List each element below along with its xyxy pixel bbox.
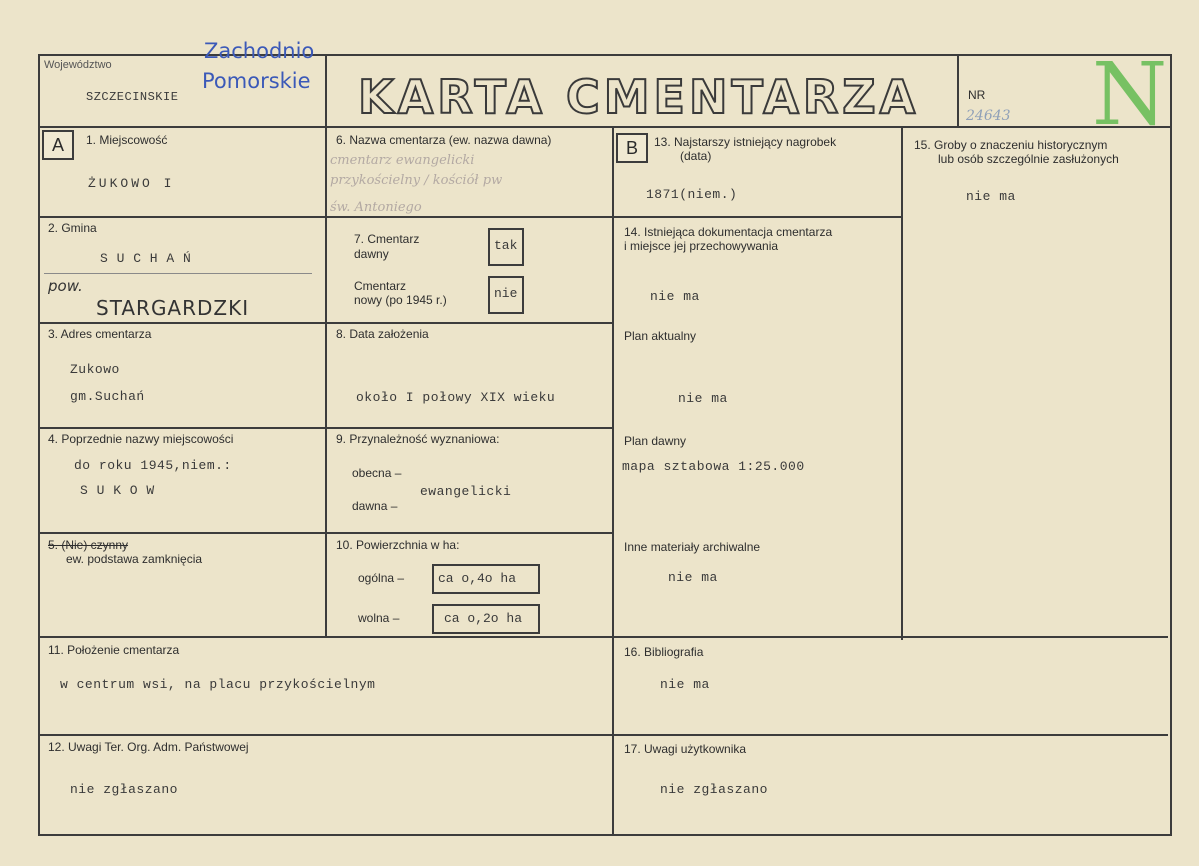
f16-value: nie ma — [660, 677, 710, 692]
col-divider-3 — [901, 126, 903, 640]
nr-label: NR — [968, 88, 986, 102]
f15-value: nie ma — [966, 189, 1016, 204]
f7-label: 7. Cmentarz — [354, 232, 420, 246]
f5-label: 5. (Nie) czynny — [48, 538, 129, 552]
f2-value: S U C H A Ń — [100, 251, 192, 266]
f8-value: około I połowy XIX wieku — [356, 390, 556, 405]
f2-label: 2. Gmina — [48, 221, 97, 235]
f7-dawny-box — [488, 228, 524, 266]
f15-label-2: lub osób szczególnie zasłużonych — [938, 152, 1119, 166]
f6-label: 6. Nazwa cmentarza (ew. nazwa dawna) — [336, 133, 552, 147]
f12-label: 12. Uwagi Ter. Org. Adm. Państwowej — [48, 740, 249, 754]
f7-nowy-label-2: nowy (po 1945 r.) — [354, 293, 447, 307]
f3-line2: gm.Suchań — [70, 389, 145, 404]
plan-dawny-value: mapa sztabowa 1:25.000 — [622, 459, 805, 474]
f10-ogolna-box — [432, 564, 540, 594]
f4-line1: do roku 1945,niem.: — [74, 458, 232, 473]
f10-wolna-box — [432, 604, 540, 634]
f9-label: 9. Przynależność wyznaniowa: — [336, 432, 500, 446]
f9-value: ewangelicki — [420, 484, 512, 499]
f2-county: STARGARDZKI — [96, 296, 250, 320]
f4-label: 4. Poprzednie nazwy miejscowości — [48, 432, 234, 446]
f14-value: nie ma — [650, 289, 700, 304]
f13-label-2: (data) — [680, 149, 712, 163]
f3-line1: Zukowo — [70, 362, 120, 377]
inne-materialy-label: Inne materiały archiwalne — [624, 540, 761, 554]
classification-mark: N — [1092, 45, 1168, 145]
f6-handwriting-2: przykościelny / kościół pw — [330, 173, 503, 188]
f7-nowy-box — [488, 276, 524, 314]
f6-handwriting-3: św. Antoniego — [330, 200, 422, 215]
row-divider — [38, 532, 613, 534]
f9-dawna-label: dawna – — [352, 499, 398, 513]
nr-value: 24643 — [966, 108, 1011, 124]
f12-value: nie zgłaszano — [70, 782, 178, 797]
f15-label-1: 15. Groby o znaczeniu historycznym — [914, 138, 1108, 152]
f10-wolna-value: ca o,2o ha — [444, 611, 523, 626]
f10-ogolna-label: ogólna – — [358, 571, 405, 585]
section-b-letter: B — [616, 133, 648, 163]
f13-value: 1871(niem.) — [646, 187, 738, 202]
f17-value: nie zgłaszano — [660, 782, 768, 797]
row-divider — [38, 734, 1168, 736]
f10-ogolna-value: ca o,4o ha — [438, 571, 517, 586]
f11-label: 11. Położenie cmentarza — [48, 643, 180, 657]
row-divider — [38, 216, 613, 218]
page-title: KARTA CMENTARZA — [358, 70, 920, 124]
row-divider — [38, 427, 613, 429]
stamp-line1: Zachodnio — [204, 39, 315, 63]
f7-nowy-value: nie — [494, 286, 518, 301]
f8-label: 8. Data założenia — [336, 327, 429, 341]
f14-label-1: 14. Istniejąca dokumentacja cmentarza — [624, 225, 833, 239]
row-divider — [38, 322, 613, 324]
f14-label-2: i miejsce jej przechowywania — [624, 239, 779, 253]
f10-wolna-label: wolna – — [358, 611, 400, 625]
section-a-letter: A — [42, 130, 74, 160]
header-divider-1 — [325, 54, 327, 128]
wojewodztwo-value: SZCZECINSKIE — [86, 90, 179, 104]
col-divider-1 — [325, 126, 327, 638]
body-frame — [38, 126, 1172, 836]
f11-value: w centrum wsi, na placu przykościelnym — [60, 677, 376, 692]
f1-value: ŻUKOWO I — [88, 176, 175, 191]
f7-nowy-label-1: Cmentarz — [354, 279, 407, 293]
f1-label: 1. Miejscowość — [86, 133, 168, 147]
f2-pow: pow. — [48, 277, 83, 295]
f16-label: 16. Bibliografia — [624, 645, 704, 659]
f9-obecna-label: obecna – — [352, 466, 402, 480]
row-divider — [612, 216, 902, 218]
f3-label: 3. Adres cmentarza — [48, 327, 152, 341]
plan-dawny-label: Plan dawny — [624, 434, 687, 448]
inne-materialy-value: nie ma — [668, 570, 718, 585]
plan-aktualny-label: Plan aktualny — [624, 329, 697, 343]
f6-handwriting-1: cmentarz ewangelicki — [330, 153, 475, 168]
county-underline — [44, 273, 312, 274]
row-divider — [38, 636, 1168, 638]
plan-aktualny-value: nie ma — [678, 391, 728, 406]
f17-label: 17. Uwagi użytkownika — [624, 742, 747, 756]
col-divider-2 — [612, 126, 614, 834]
f5-sub: ew. podstawa zamknięcia — [66, 552, 203, 566]
stamp-line2: Pomorskie — [202, 69, 311, 93]
f7-dawny-label: dawny — [354, 247, 389, 261]
wojewodztwo-label: Województwo — [44, 59, 112, 71]
f7-dawny-value: tak — [494, 238, 518, 253]
f13-label-1: 13. Najstarszy istniejący nagrobek — [654, 135, 837, 149]
header-divider-2 — [957, 54, 959, 128]
f10-label: 10. Powierzchnia w ha: — [336, 538, 460, 552]
f4-line2: S U K O W — [80, 483, 155, 498]
